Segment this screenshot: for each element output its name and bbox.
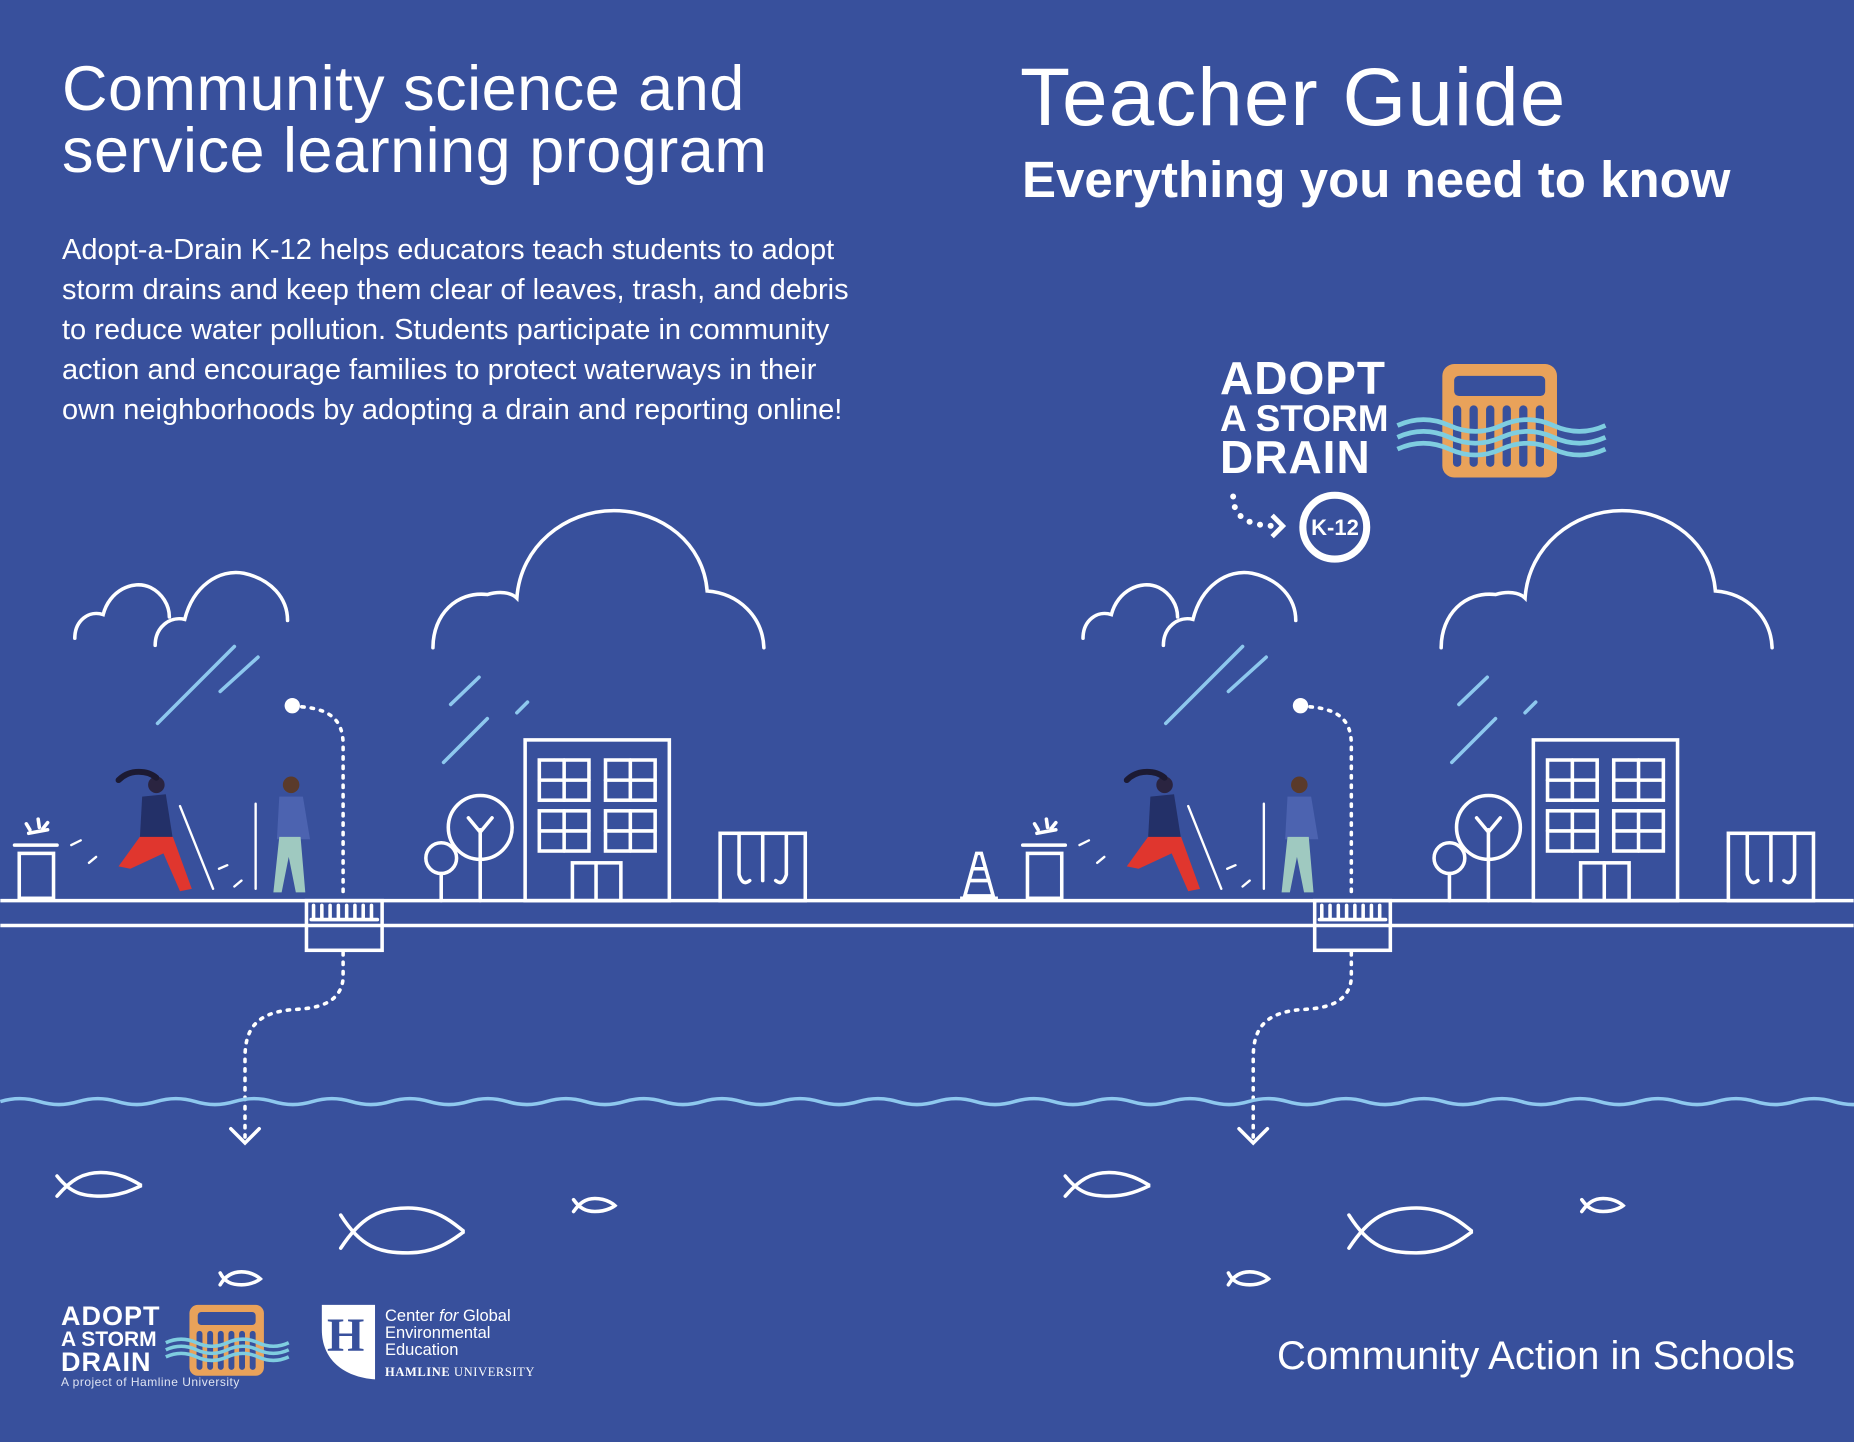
text: for <box>439 1307 459 1325</box>
traffic-cone <box>960 853 998 898</box>
adopt-a-drain-logo <box>1220 352 1389 483</box>
k12-badge: K-12 <box>1311 515 1359 540</box>
partner-line <box>385 1308 535 1325</box>
page-title: Teacher Guide <box>1020 52 1567 143</box>
partner-line: Education <box>385 1341 459 1359</box>
logo-line: DRAIN <box>61 1346 152 1377</box>
title-line: service learning program <box>62 116 768 186</box>
small-logo <box>61 1301 240 1390</box>
logo-line: DRAIN <box>1220 430 1371 483</box>
logo-line: A STORM <box>1220 397 1389 439</box>
partner-logo <box>385 1308 535 1381</box>
university-name <box>385 1364 535 1381</box>
text: UNIVERSITY <box>450 1365 536 1379</box>
logo-line: A STORM <box>61 1327 157 1351</box>
scene-left <box>15 511 806 1285</box>
partner-line: Environmental <box>385 1324 491 1342</box>
emblem-letter: H <box>327 1309 365 1362</box>
footer-tagline: Community Action in Schools <box>1277 1334 1796 1378</box>
water-wave <box>0 1099 1854 1105</box>
logo-line: ADOPT <box>61 1301 161 1331</box>
logo-tagline: A project of Hamline University <box>61 1375 240 1390</box>
text: Global <box>458 1307 511 1325</box>
title-line: Community science and <box>62 54 745 124</box>
scene-right <box>1023 511 1814 1285</box>
text: HAMLINE <box>385 1365 451 1379</box>
intro-paragraph: Adopt-a-Drain K-12 helps educators teach students to adopt storm drains and keep them clear of leaves, trash, and debris to reduce water pollution. Students participate in community action and encourage families to protect waterways in their own neighborhoods by adopting a drain and reporting online! <box>62 234 849 426</box>
text: Center <box>385 1307 440 1325</box>
logo-line: ADOPT <box>1220 352 1386 404</box>
page-subtitle: Everything you need to know <box>1022 151 1731 208</box>
left-title <box>62 54 768 186</box>
